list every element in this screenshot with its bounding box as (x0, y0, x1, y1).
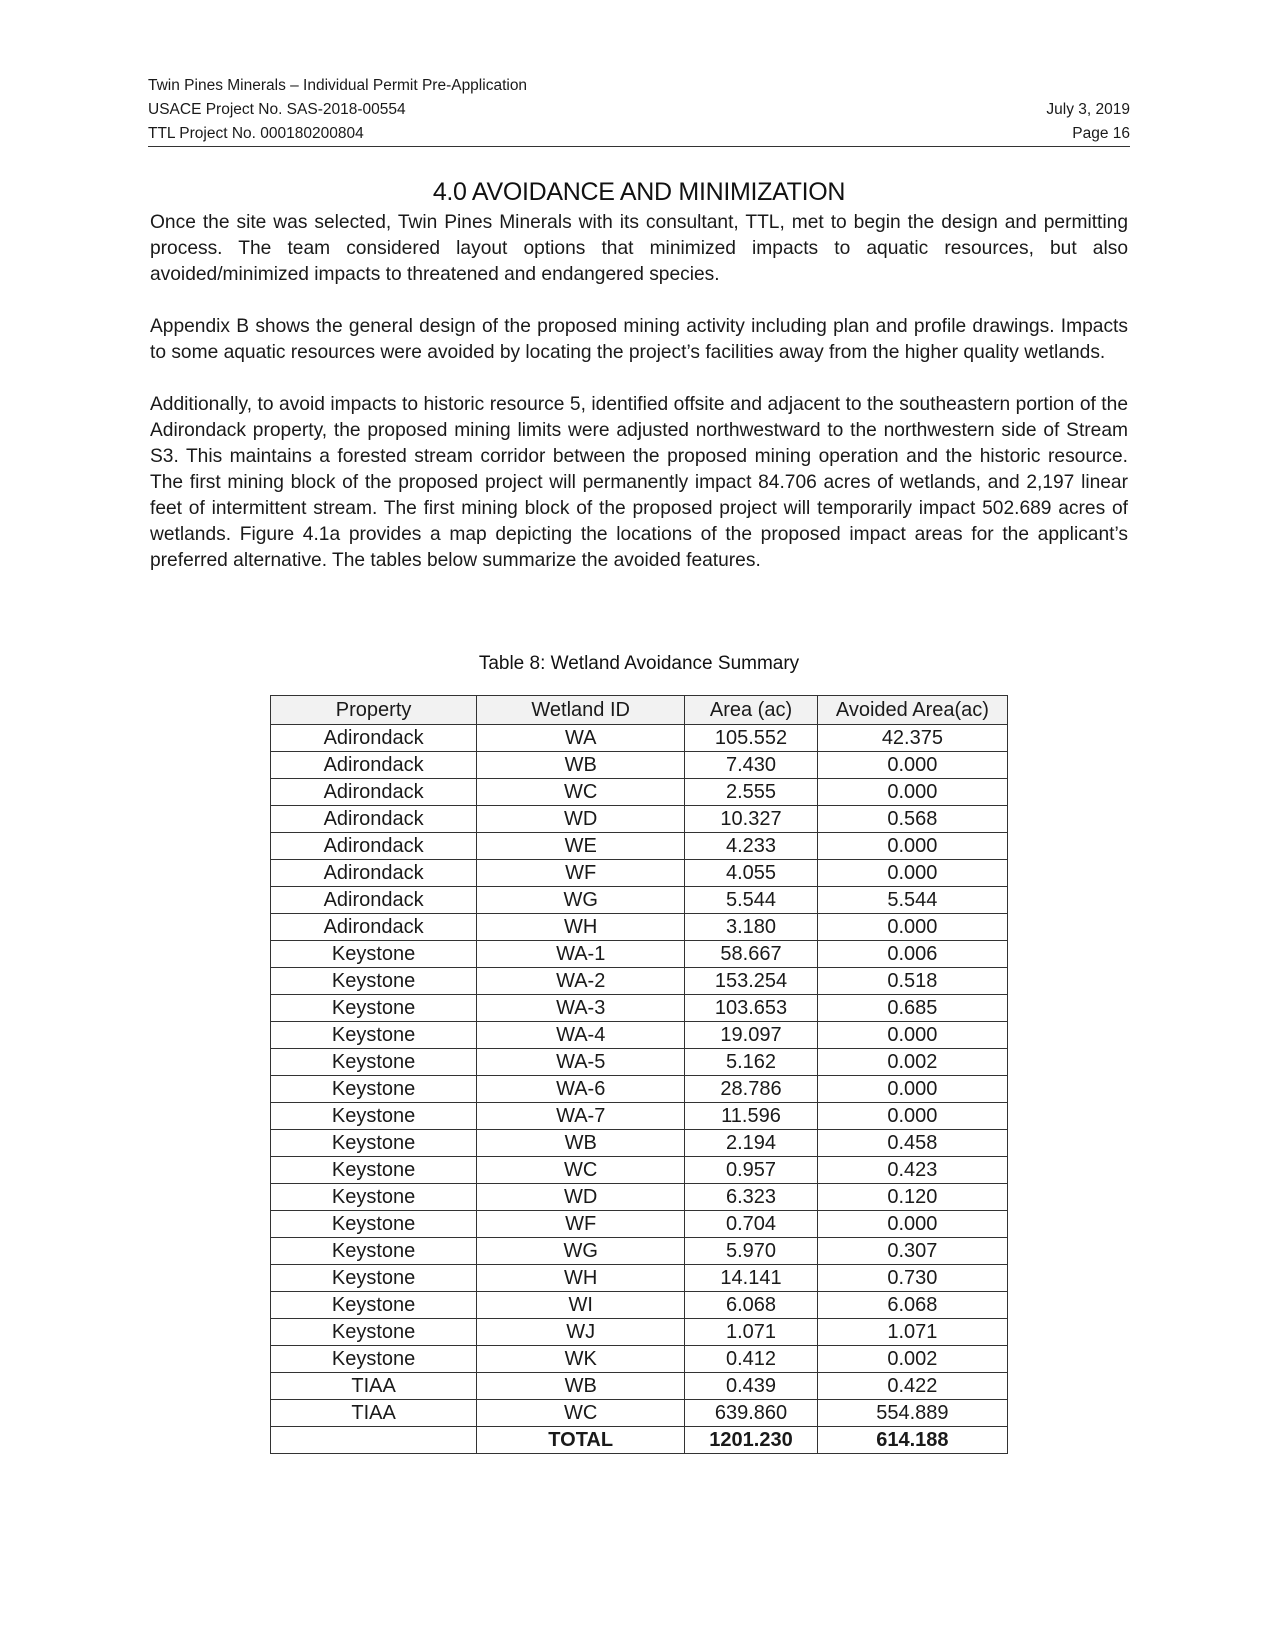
cell-area: 2.555 (685, 779, 818, 806)
cell-avoided-area: 6.068 (817, 1292, 1007, 1319)
cell-wetland-id: WC (477, 1400, 685, 1427)
table-row (271, 1076, 1008, 1103)
table-row (271, 1265, 1008, 1292)
cell-area: 4.055 (685, 860, 818, 887)
cell-wetland-id: WD (477, 1184, 685, 1211)
table-row (271, 779, 1008, 806)
table-row (271, 833, 1008, 860)
cell-property: Keystone (271, 1265, 477, 1292)
cell-area: 2.194 (685, 1130, 818, 1157)
cell-property: Keystone (271, 1103, 477, 1130)
cell-area: 7.430 (685, 752, 818, 779)
cell-wetland-id: WF (477, 860, 685, 887)
cell-property: Keystone (271, 1346, 477, 1373)
cell-property: Keystone (271, 995, 477, 1022)
cell-wetland-id: WG (477, 1238, 685, 1265)
cell-avoided-area: 42.375 (817, 725, 1007, 752)
cell-area: 639.860 (685, 1400, 818, 1427)
cell-wetland-id: WG (477, 887, 685, 914)
cell-area: 0.957 (685, 1157, 818, 1184)
total-empty-cell (271, 1427, 477, 1454)
header-area: Area (ac) (685, 696, 818, 725)
paragraph-site-selection: Once the site was selected, Twin Pines Minerals with its consultant, TTL, met to begin the design and permitting process. The team considered layout options that minimized impacts to aquatic resources, but also avoided/minimized impacts to threatened and endangered species. (150, 212, 1128, 285)
header-wetland-id: Wetland ID (477, 696, 685, 725)
table-row (271, 887, 1008, 914)
cell-property: Adirondack (271, 887, 477, 914)
header-line-permit: Twin Pines Minerals – Individual Permit Pre-Application (148, 77, 528, 94)
cell-area: 105.552 (685, 725, 818, 752)
cell-wetland-id: WA-1 (477, 941, 685, 968)
table-row (271, 914, 1008, 941)
cell-avoided-area: 0.307 (817, 1238, 1007, 1265)
table-row (271, 1400, 1008, 1427)
header-property: Property (271, 696, 477, 725)
cell-wetland-id: WA-2 (477, 968, 685, 995)
cell-avoided-area: 0.000 (817, 860, 1007, 887)
body-text (150, 210, 1128, 600)
table-header-row (271, 696, 1008, 725)
cell-avoided-area: 5.544 (817, 887, 1007, 914)
table-row (271, 725, 1008, 752)
table-row (271, 1238, 1008, 1265)
table-row (271, 1292, 1008, 1319)
table-row (271, 1157, 1008, 1184)
cell-avoided-area: 0.120 (817, 1184, 1007, 1211)
cell-property: Keystone (271, 941, 477, 968)
cell-property: Adirondack (271, 725, 477, 752)
table-row (271, 995, 1008, 1022)
table-row (271, 1184, 1008, 1211)
cell-property: Adirondack (271, 833, 477, 860)
cell-wetland-id: WK (477, 1346, 685, 1373)
header-row-usace (148, 98, 1130, 122)
cell-avoided-area: 0.002 (817, 1346, 1007, 1373)
cell-wetland-id: WA-6 (477, 1076, 685, 1103)
cell-avoided-area: 0.423 (817, 1157, 1007, 1184)
cell-wetland-id: WA-5 (477, 1049, 685, 1076)
header-row-ttl (148, 122, 1130, 146)
cell-property: Keystone (271, 1022, 477, 1049)
cell-property: Adirondack (271, 806, 477, 833)
table-row (271, 1319, 1008, 1346)
cell-avoided-area: 0.685 (817, 995, 1007, 1022)
table-total-row (271, 1427, 1008, 1454)
cell-property: Keystone (271, 1319, 477, 1346)
cell-wetland-id: WA-4 (477, 1022, 685, 1049)
cell-wetland-id: WE (477, 833, 685, 860)
section-title: 4.0 AVOIDANCE AND MINIMIZATION (432, 178, 846, 206)
cell-avoided-area: 0.458 (817, 1130, 1007, 1157)
table-row (271, 1049, 1008, 1076)
cell-property: Keystone (271, 1211, 477, 1238)
table-row (271, 806, 1008, 833)
table-row (271, 1103, 1008, 1130)
cell-wetland-id: WB (477, 752, 685, 779)
cell-property: Adirondack (271, 752, 477, 779)
table-row (271, 752, 1008, 779)
cell-property: Adirondack (271, 914, 477, 941)
cell-wetland-id: WB (477, 1373, 685, 1400)
cell-wetland-id: WH (477, 914, 685, 941)
cell-area: 19.097 (685, 1022, 818, 1049)
paragraph-appendix-b: Appendix B shows the general design of the proposed mining activity including plan and profile drawings. Impacts to some aquatic resources were avoided by locating the project’s facilities away from the higher quality wetlands. (150, 316, 1128, 363)
cell-area: 6.323 (685, 1184, 818, 1211)
cell-avoided-area: 0.518 (817, 968, 1007, 995)
cell-avoided-area: 0.000 (817, 1076, 1007, 1103)
header-date: July 3, 2019 (1046, 101, 1130, 118)
table-row (271, 1346, 1008, 1373)
cell-property: Adirondack (271, 779, 477, 806)
cell-property: Keystone (271, 1184, 477, 1211)
cell-area: 11.596 (685, 1103, 818, 1130)
cell-area: 5.970 (685, 1238, 818, 1265)
cell-property: Keystone (271, 1076, 477, 1103)
cell-wetland-id: WB (477, 1130, 685, 1157)
total-avoided-area: 614.188 (817, 1427, 1007, 1454)
cell-wetland-id: WA-3 (477, 995, 685, 1022)
cell-property: TIAA (271, 1400, 477, 1427)
cell-avoided-area: 0.422 (817, 1373, 1007, 1400)
cell-avoided-area: 0.000 (817, 752, 1007, 779)
table-row (271, 1211, 1008, 1238)
total-area: 1201.230 (685, 1427, 818, 1454)
cell-area: 10.327 (685, 806, 818, 833)
paragraph-historic-resource: Additionally, to avoid impacts to historic resource 5, identified offsite and adjacent to the southeastern portion of the Adirondack property, the proposed mining limits were adjusted northwestward to the northwestern side of Stream S3. This maintains a forested stream corridor between the proposed mining operation and the historic resource. The first mining block of the proposed project will permanently impact 84.706 acres of wetlands, and 2,197 linear feet of intermittent stream. The first mining block of the proposed project will temporarily impact 502.689 acres of wetlands. Figure 4.1a provides a map depicting the locations of the proposed impact areas for the applicant’s preferred alternative. The tables below summarize the avoided features. (150, 394, 1128, 571)
cell-property: TIAA (271, 1373, 477, 1400)
cell-avoided-area: 0.000 (817, 1022, 1007, 1049)
cell-wetland-id: WI (477, 1292, 685, 1319)
cell-avoided-area: 0.000 (817, 779, 1007, 806)
cell-area: 153.254 (685, 968, 818, 995)
cell-wetland-id: WH (477, 1265, 685, 1292)
header-line-ttl: TTL Project No. 000180200804 (148, 125, 364, 142)
cell-avoided-area: 554.889 (817, 1400, 1007, 1427)
cell-wetland-id: WC (477, 1157, 685, 1184)
cell-wetland-id: WA (477, 725, 685, 752)
cell-area: 4.233 (685, 833, 818, 860)
page-header (148, 74, 1130, 146)
cell-property: Keystone (271, 1292, 477, 1319)
cell-avoided-area: 0.568 (817, 806, 1007, 833)
cell-avoided-area: 0.002 (817, 1049, 1007, 1076)
cell-property: Keystone (271, 1157, 477, 1184)
header-divider (148, 146, 1130, 147)
table-row (271, 1022, 1008, 1049)
cell-area: 5.162 (685, 1049, 818, 1076)
cell-property: Keystone (271, 968, 477, 995)
cell-avoided-area: 0.000 (817, 1211, 1007, 1238)
table-row (271, 860, 1008, 887)
table-body (271, 725, 1008, 1454)
header-line-usace: USACE Project No. SAS-2018-00554 (148, 101, 406, 118)
cell-wetland-id: WA-7 (477, 1103, 685, 1130)
cell-property: Keystone (271, 1049, 477, 1076)
cell-area: 5.544 (685, 887, 818, 914)
cell-property: Adirondack (271, 860, 477, 887)
cell-avoided-area: 0.730 (817, 1265, 1007, 1292)
table-caption: Table 8: Wetland Avoidance Summary (478, 653, 800, 674)
header-avoided-area: Avoided Area(ac) (817, 696, 1007, 725)
cell-property: Keystone (271, 1130, 477, 1157)
cell-avoided-area: 0.000 (817, 833, 1007, 860)
wetland-avoidance-table (270, 695, 1008, 1454)
cell-wetland-id: WD (477, 806, 685, 833)
cell-area: 1.071 (685, 1319, 818, 1346)
cell-area: 6.068 (685, 1292, 818, 1319)
cell-area: 0.412 (685, 1346, 818, 1373)
cell-avoided-area: 0.000 (817, 1103, 1007, 1130)
cell-avoided-area: 0.006 (817, 941, 1007, 968)
table-row (271, 968, 1008, 995)
cell-area: 3.180 (685, 914, 818, 941)
cell-area: 28.786 (685, 1076, 818, 1103)
header-page-number: Page 16 (1072, 125, 1130, 142)
table-row (271, 941, 1008, 968)
cell-property: Keystone (271, 1238, 477, 1265)
total-label: TOTAL (477, 1427, 685, 1454)
cell-wetland-id: WJ (477, 1319, 685, 1346)
cell-area: 14.141 (685, 1265, 818, 1292)
table-row (271, 1130, 1008, 1157)
cell-area: 0.439 (685, 1373, 818, 1400)
cell-avoided-area: 0.000 (817, 914, 1007, 941)
cell-area: 0.704 (685, 1211, 818, 1238)
cell-area: 103.653 (685, 995, 818, 1022)
cell-wetland-id: WF (477, 1211, 685, 1238)
cell-avoided-area: 1.071 (817, 1319, 1007, 1346)
cell-area: 58.667 (685, 941, 818, 968)
cell-wetland-id: WC (477, 779, 685, 806)
table-row (271, 1373, 1008, 1400)
